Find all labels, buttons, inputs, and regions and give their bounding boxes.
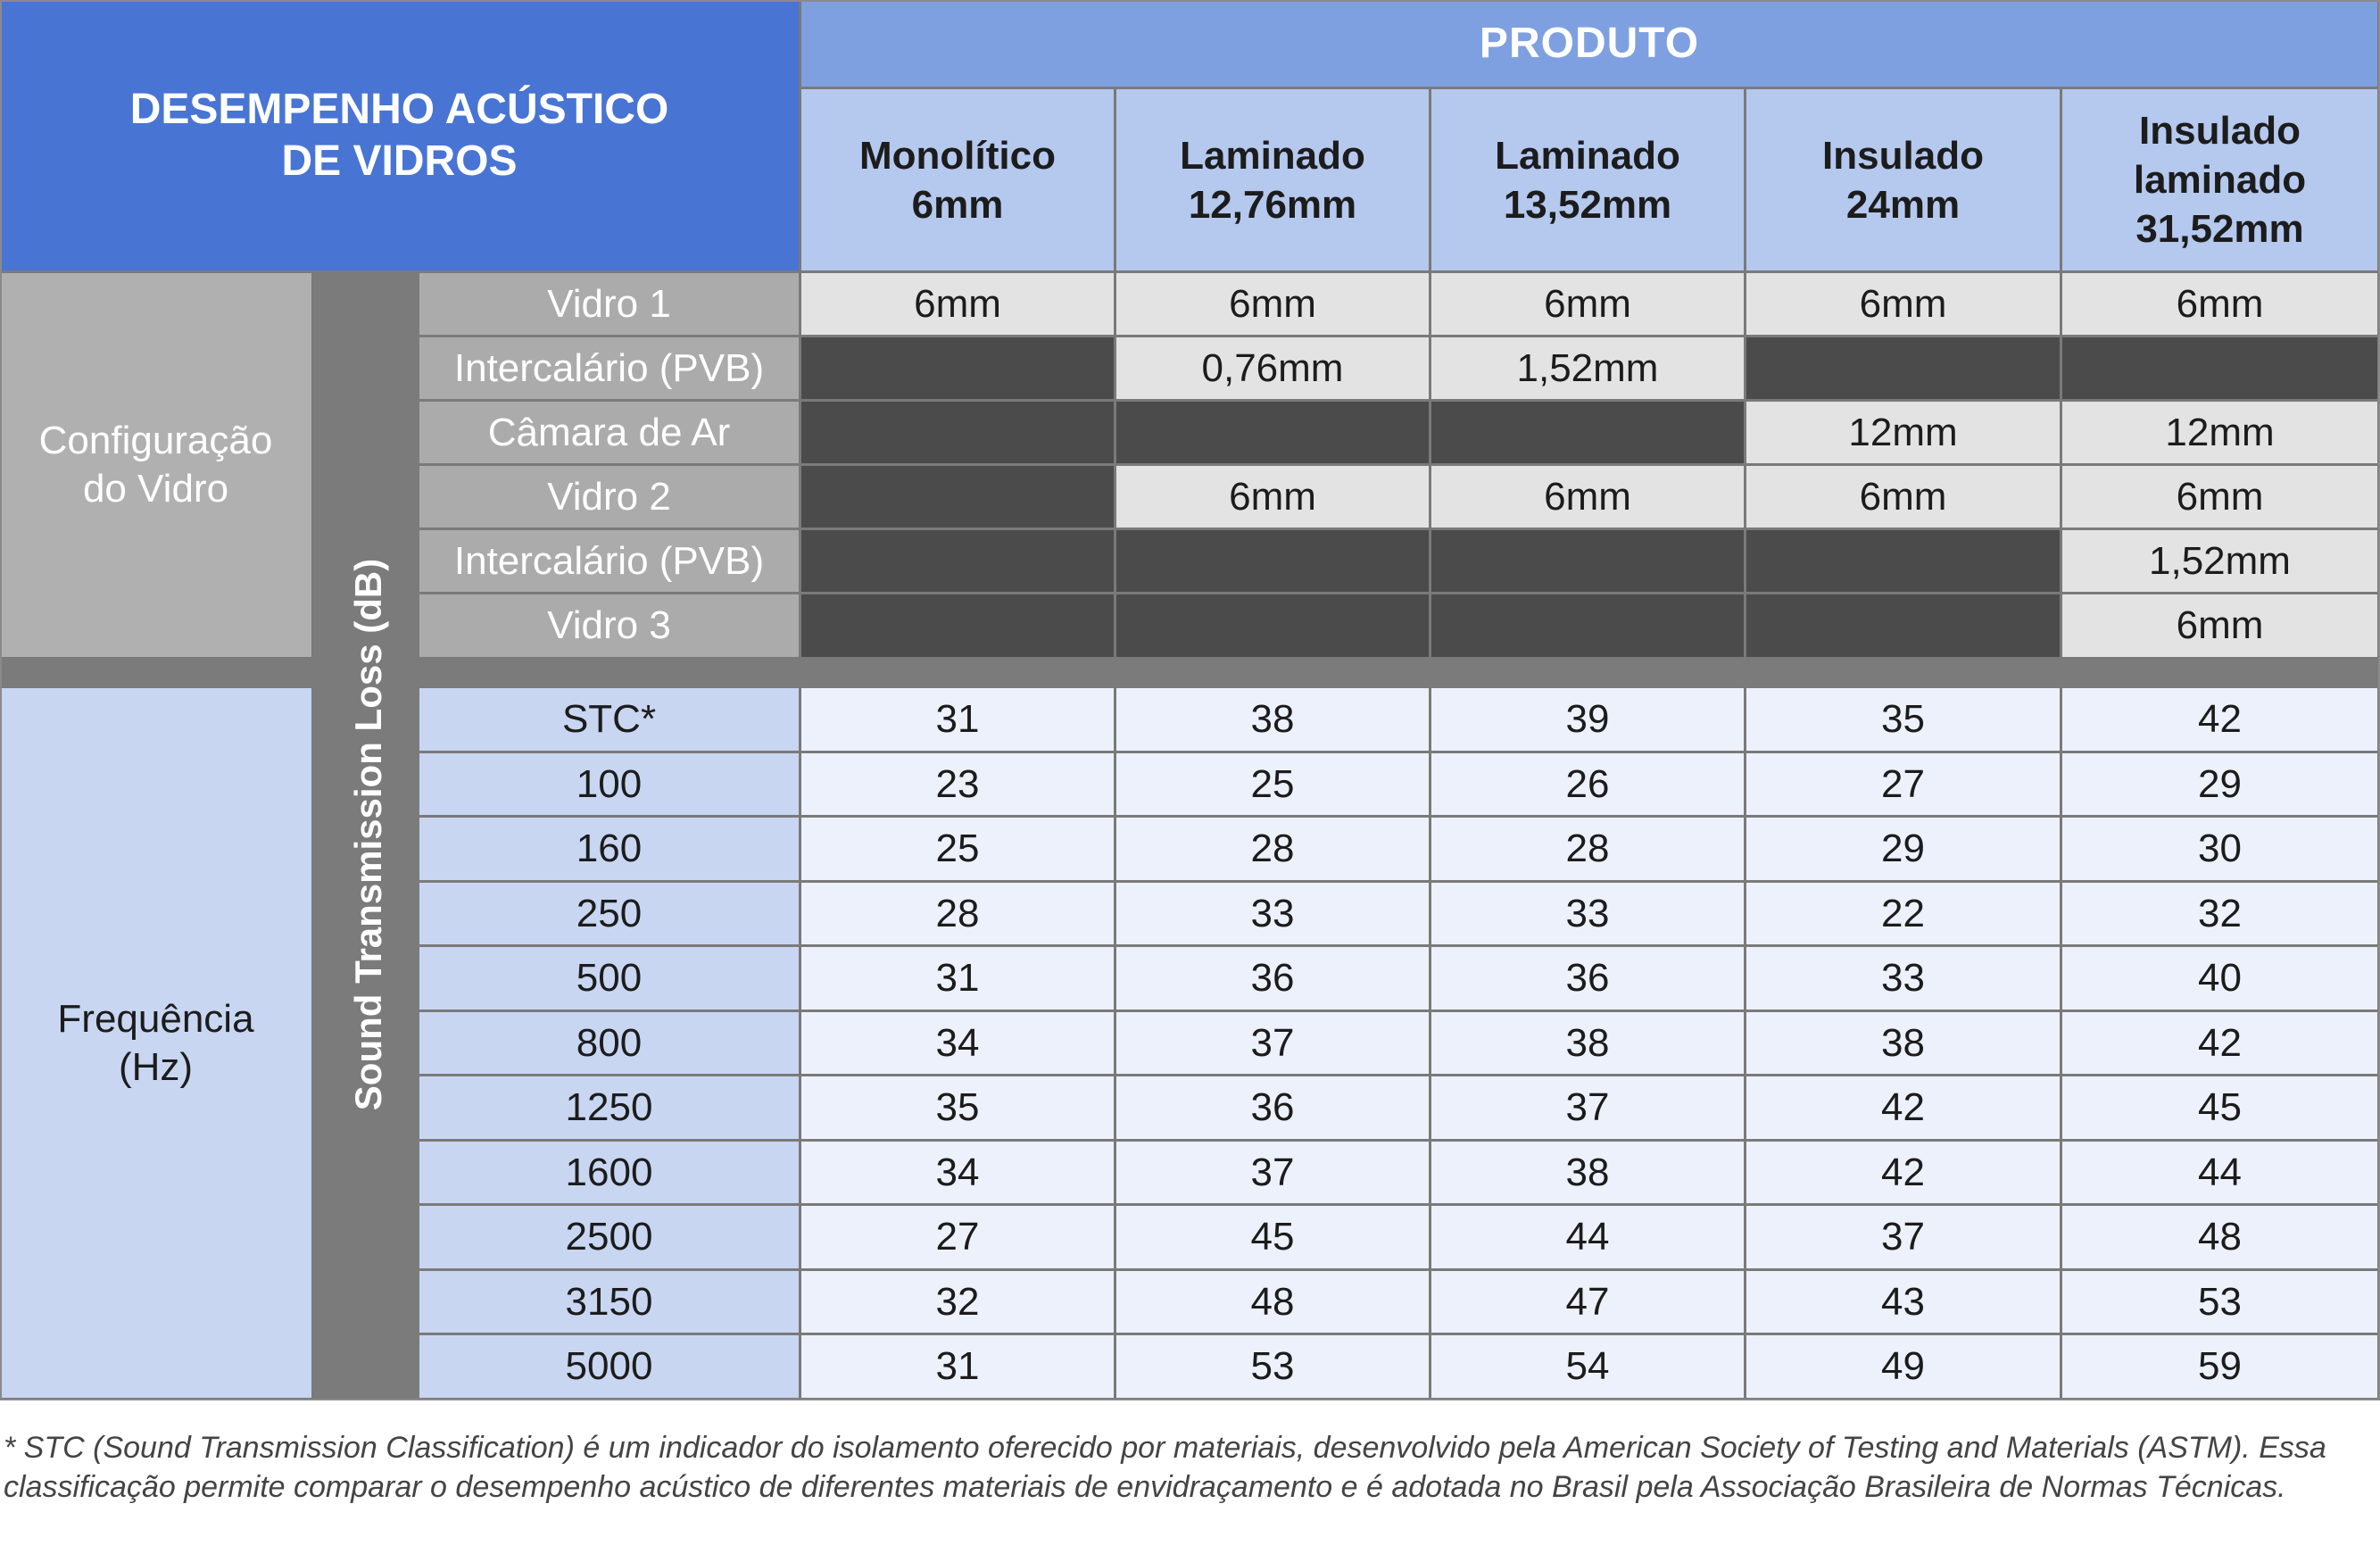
- transmission-loss-value: 22: [1746, 883, 2062, 947]
- config-row-label: Vidro 1: [419, 273, 801, 337]
- sound-transmission-loss-label: Sound Transmission Loss (dB): [347, 558, 389, 1111]
- config-cell-empty: [2062, 337, 2380, 402]
- frequency-row-label: 160: [419, 818, 801, 883]
- transmission-loss-value: 37: [1431, 1076, 1746, 1142]
- transmission-loss-value: 42: [1746, 1076, 2062, 1142]
- frequency-row-label: STC*: [419, 688, 801, 753]
- transmission-loss-value: 42: [2062, 688, 2380, 753]
- config-cell-empty: [801, 594, 1116, 660]
- config-cell-empty: [1431, 530, 1746, 594]
- frequency-row-label: 3150: [419, 1271, 801, 1335]
- frequency-row-label: 5000: [419, 1335, 801, 1400]
- config-cell: 0,76mm: [1116, 337, 1431, 402]
- product-column-header: [1116, 89, 1431, 273]
- frequency-row-label: 500: [419, 947, 801, 1012]
- config-cell: 1,52mm: [1431, 337, 1746, 402]
- transmission-loss-value: 31: [801, 688, 1116, 753]
- frequency-row-label: 1250: [419, 1076, 801, 1142]
- transmission-loss-value: 29: [1746, 818, 2062, 883]
- transmission-loss-value: 26: [1431, 753, 1746, 818]
- transmission-loss-value: 34: [801, 1012, 1116, 1076]
- product-name-line-2: 13,52mm: [1503, 182, 1672, 227]
- frequency-row-label: 800: [419, 1012, 801, 1076]
- transmission-loss-value: 36: [1431, 947, 1746, 1012]
- transmission-loss-value: 38: [1116, 688, 1431, 753]
- transmission-loss-value: 48: [1116, 1271, 1431, 1335]
- transmission-loss-value: 39: [1431, 688, 1746, 753]
- transmission-loss-value: 25: [801, 818, 1116, 883]
- config-cell: 12mm: [2062, 402, 2380, 466]
- product-column-header: [1746, 89, 2062, 273]
- config-cell: 6mm: [2062, 273, 2380, 337]
- config-cell: 6mm: [1431, 466, 1746, 530]
- product-name-line-2: 24mm: [1845, 182, 1961, 227]
- config-cell-empty: [1116, 530, 1431, 594]
- transmission-loss-value: 42: [2062, 1012, 2380, 1076]
- product-name-line-1: Laminado: [1495, 133, 1680, 178]
- transmission-loss-value: 49: [1746, 1335, 2062, 1400]
- transmission-loss-value: 35: [801, 1076, 1116, 1142]
- transmission-loss-value: 33: [1431, 883, 1746, 947]
- transmission-loss-value: 53: [2062, 1271, 2380, 1335]
- transmission-loss-value: 33: [1116, 883, 1431, 947]
- config-row-label: Intercalário (PVB): [419, 337, 801, 402]
- frequency-group-label: [0, 688, 314, 1400]
- config-cell: 6mm: [1116, 273, 1431, 337]
- config-cell: 1,52mm: [2062, 530, 2380, 594]
- config-cell: 6mm: [1116, 466, 1431, 530]
- config-cell: 6mm: [801, 273, 1116, 337]
- config-cell-empty: [1431, 594, 1746, 660]
- footnote: * STC (Sound Transmission Classification) é um indicador do isolamento oferecido por materiais, desenvolvido pela American Society of Testing and Materials (ASTM). Essa classificação permite comparar o desempenho acústico de diferentes materiais de envidraçamento e é adotada no Brasil pela Associação Brasileira de Normas Técnicas.: [4, 1431, 2326, 1504]
- config-group-line-1: Configuração: [38, 419, 273, 462]
- config-group-line-2: do Vidro: [82, 467, 229, 511]
- frequency-row-label: 2500: [419, 1206, 801, 1271]
- config-cell: 6mm: [2062, 594, 2380, 660]
- config-cell-empty: [1746, 337, 2062, 402]
- transmission-loss-value: 28: [1431, 818, 1746, 883]
- table-title-line-1: DESEMPENHO ACÚSTICO: [129, 85, 669, 133]
- product-name-line-1: Monolítico: [859, 133, 1056, 178]
- config-cell: 12mm: [1746, 402, 2062, 466]
- transmission-loss-value: 38: [1746, 1012, 2062, 1076]
- transmission-loss-value: 42: [1746, 1142, 2062, 1206]
- transmission-loss-value: 37: [1116, 1012, 1431, 1076]
- config-cell: 6mm: [1746, 466, 2062, 530]
- product-name-line-1: Insulado: [1822, 133, 1984, 178]
- transmission-loss-value: 36: [1116, 947, 1431, 1012]
- transmission-loss-value: 25: [1116, 753, 1431, 818]
- transmission-loss-value: 35: [1746, 688, 2062, 753]
- config-cell-empty: [1431, 402, 1746, 466]
- frequency-row-label: 1600: [419, 1142, 801, 1206]
- frequency-group-line-1: Frequência: [57, 996, 254, 1041]
- transmission-loss-value: 43: [1746, 1271, 2062, 1335]
- product-name-line-2: laminado: [2133, 158, 2307, 202]
- transmission-loss-value: 53: [1116, 1335, 1431, 1400]
- transmission-loss-value: 38: [1431, 1142, 1746, 1206]
- transmission-loss-value: 27: [801, 1206, 1116, 1271]
- transmission-loss-value: 29: [2062, 753, 2380, 818]
- transmission-loss-value: 54: [1431, 1335, 1746, 1400]
- transmission-loss-value: 44: [1431, 1206, 1746, 1271]
- product-name-line-2: 6mm: [911, 182, 1004, 227]
- product-column-header: [1431, 89, 1746, 273]
- transmission-loss-value: 31: [801, 947, 1116, 1012]
- table-title: [0, 0, 801, 273]
- frequency-row-label: 250: [419, 883, 801, 947]
- transmission-loss-value: 45: [2062, 1076, 2380, 1142]
- transmission-loss-value: 37: [1116, 1142, 1431, 1206]
- product-name-line-2: 12,76mm: [1188, 182, 1357, 227]
- transmission-loss-value: 47: [1431, 1271, 1746, 1335]
- transmission-loss-value: 28: [801, 883, 1116, 947]
- config-cell: 6mm: [2062, 466, 2380, 530]
- transmission-loss-value: 48: [2062, 1206, 2380, 1271]
- transmission-loss-value: 36: [1116, 1076, 1431, 1142]
- product-name-line-1: Laminado: [1180, 133, 1365, 178]
- config-cell: 6mm: [1746, 273, 2062, 337]
- transmission-loss-value: 45: [1116, 1206, 1431, 1271]
- transmission-loss-value: 40: [2062, 947, 2380, 1012]
- transmission-loss-value: 34: [801, 1142, 1116, 1206]
- transmission-loss-value: 33: [1746, 947, 2062, 1012]
- transmission-loss-value: 44: [2062, 1142, 2380, 1206]
- config-row-label: Vidro 2: [419, 466, 801, 530]
- config-cell-empty: [1746, 530, 2062, 594]
- config-row-label: Vidro 3: [419, 594, 801, 660]
- transmission-loss-value: 28: [1116, 818, 1431, 883]
- transmission-loss-value: 23: [801, 753, 1116, 818]
- product-column-header: [801, 89, 1116, 273]
- config-cell-empty: [1116, 402, 1431, 466]
- transmission-loss-value: 30: [2062, 818, 2380, 883]
- config-cell-empty: [801, 466, 1116, 530]
- config-row-label: Câmara de Ar: [419, 402, 801, 466]
- transmission-loss-value: 31: [801, 1335, 1116, 1400]
- config-cell-empty: [1746, 594, 2062, 660]
- config-cell-empty: [801, 337, 1116, 402]
- config-group-label: [0, 273, 314, 660]
- frequency-group-line-2: (Hz): [118, 1044, 194, 1089]
- transmission-loss-value: 38: [1431, 1012, 1746, 1076]
- product-name-line-1: Insulado: [2139, 109, 2301, 153]
- transmission-loss-value: 37: [1746, 1206, 2062, 1271]
- table-title-line-2: DE VIDROS: [281, 137, 518, 185]
- transmission-loss-value: 32: [2062, 883, 2380, 947]
- config-cell-empty: [1116, 594, 1431, 660]
- produto-header: PRODUTO: [801, 0, 2380, 89]
- config-cell-empty: [801, 402, 1116, 466]
- config-cell: 6mm: [1431, 273, 1746, 337]
- frequency-row-label: 100: [419, 753, 801, 818]
- transmission-loss-value: 59: [2062, 1335, 2380, 1400]
- config-row-label: Intercalário (PVB): [419, 530, 801, 594]
- product-column-header: [2062, 89, 2380, 273]
- product-name-line-3: 31,52mm: [2135, 207, 2304, 251]
- transmission-loss-value: 32: [801, 1271, 1116, 1335]
- transmission-loss-value: 27: [1746, 753, 2062, 818]
- config-cell-empty: [801, 530, 1116, 594]
